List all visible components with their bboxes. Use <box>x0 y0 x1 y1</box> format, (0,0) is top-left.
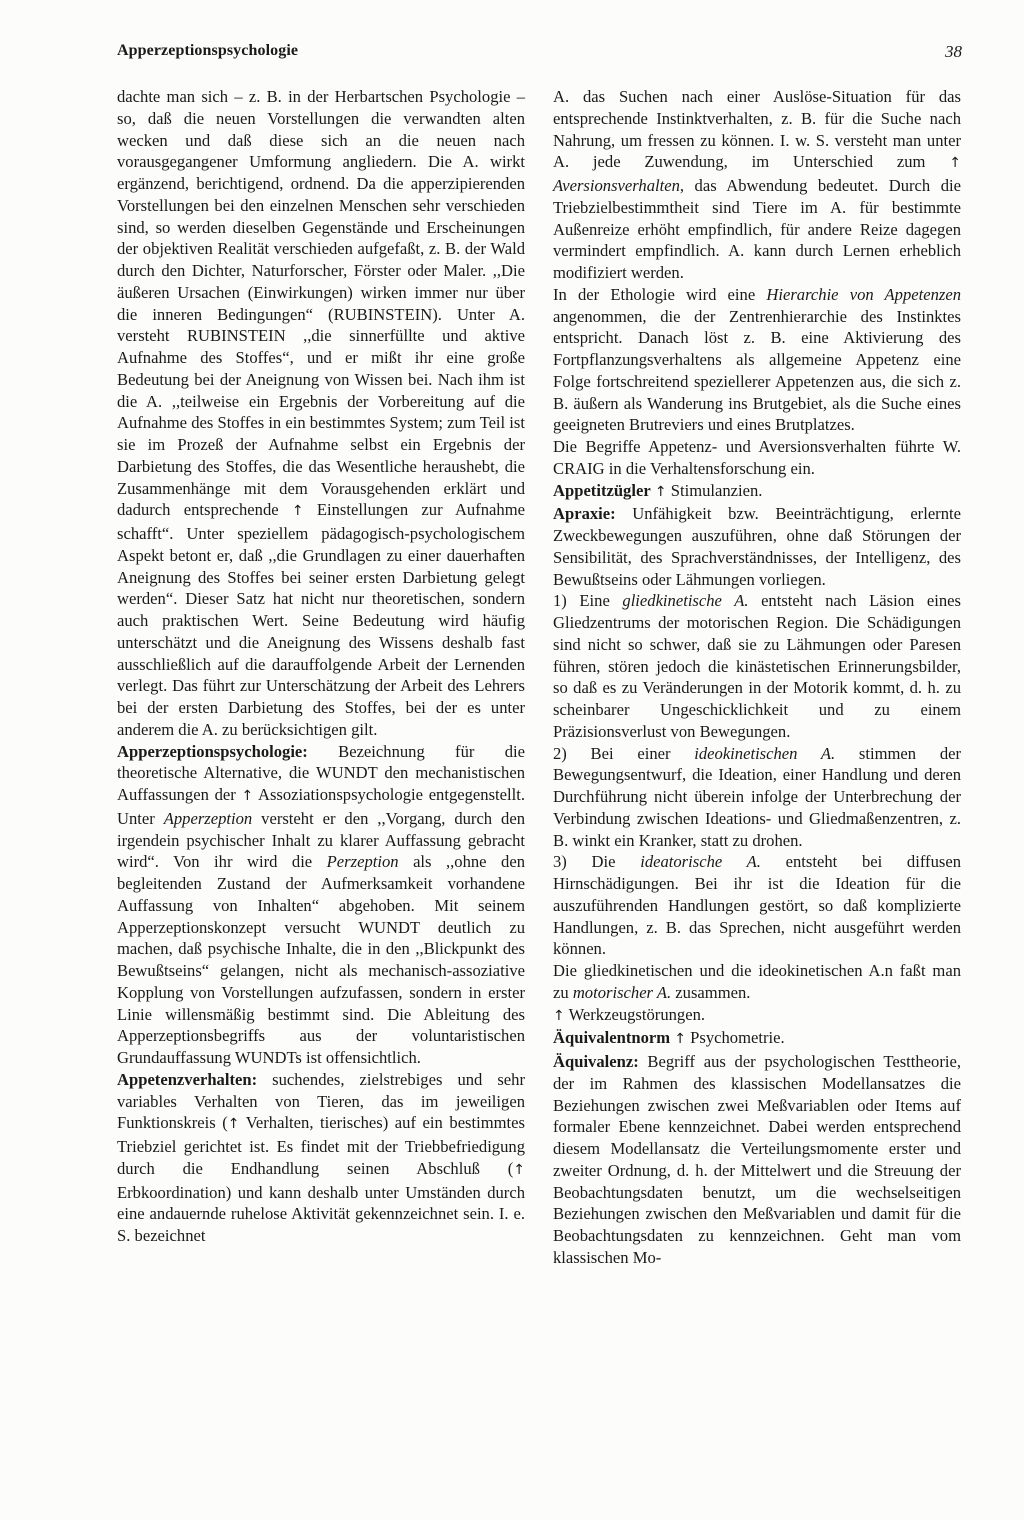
entry-apraxie <box>553 503 961 590</box>
italic-term: Aversionsverhalten <box>553 176 680 195</box>
body-text: Begriff aus der psychologischen Testtheorie, der im Rahmen des klassischen Modellansatzes die Beziehungen zwischen zwei Meßvariablen oder Items auf formaler Ebene kennzeichnet. Dabei werden entsprechend diesem Modellansatz die Verteilungsmomente erster und zweiter Ordnung, d. h. der Mittelwert und die Streuung der Beobachtungsdaten benutzt, um die wechselseitigen Beziehungen zwischen den Meßvariablen und damit für die Beobachtungsdaten zu kennzeichnen. Geht man vom klassischen Mo- <box>553 1052 961 1267</box>
body-text: 2) Bei einer <box>553 743 695 763</box>
italic-term: ideatorische A. <box>640 852 761 872</box>
body-text: Psychometrie. <box>685 1028 785 1048</box>
entry-headword: Apperzeptionspsychologie: <box>117 741 308 761</box>
body-text: Werkzeugstörungen. <box>564 1004 706 1024</box>
entry-headword: Apraxie: <box>553 504 616 524</box>
body-text: dachte man sich – z. B. in der Herbartschen Psychologie – so, daß die neuen Vorstellungen die verwandten alten wecken und daß diese sich an die neuen nach vorausgegangener Umformung angliedern. Die A. wirkt ergänzend, berichtigend, ordnend. Da die apperzipierenden Vorstellungen bei den einzelnen Menschen sehr verschieden sind, so werden dieselben Gegenstände und Erscheinungen der objektiven Realität verschieden aufgefaßt, z. B. der Wald durch den Dichter, Naturforscher, Förster oder Maler. ,,Die äußeren Ursachen (Einwirkungen) wirken immer nur über die inneren Bedingungen“ (RUBINSTEIN). Unter A. versteht RUBINSTEIN ,,die sinnerfüllte und aktive Aufnahme des Stoffes“, und er mißt ihr eine große Bedeutung bei der Aneignung von Wissen bei. Nach ihm ist die A. ,,teilweise ein Ergebnis der Vorbereitung auf die Aufnahme des Stoffes in ein bestimmtes System; zum Teil ist sie im Prozeß der Aufnahme selbst ein Ergebnis der Darbietung des Stoffes, die das Wesentliche heraushebt, die Zusammenhänge mit dem Vorausgehenden erklärt und dadurch entsprechende <box>117 87 525 520</box>
left-column <box>117 86 525 1247</box>
entry-headword: Appetenzverhalten: <box>117 1069 258 1089</box>
entry-paragraph <box>553 436 961 480</box>
cross-reference-arrow-icon: ↑ <box>227 1116 240 1133</box>
body-text: Stimulanzien. <box>666 480 763 500</box>
entry-aequivalentnorm <box>553 1027 961 1051</box>
cross-reference-arrow-icon: ↑ <box>949 155 961 172</box>
body-text: als ,,ohne den begleitenden Zustand der Aufmerksamkeit vorhandene Auffassung von Inhalten“ abgehoben. Mit seinem Apperzeptionskonzept versucht WUNDT deutlich zu machen, daß psychische Inhalte, die in den ,,Blickpunkt des Bewußtseins“ gelangen, nicht als mechanisch-assoziative Kopplung von Vorstellungen aufzufassen, sondern in erster Linie willensmäßig bestimmt sind. Die Ableitung des Apperzeptionsbegriffs aus der voluntaristischen Grundauffassung WUNDTs ist offensichtlich. <box>117 852 526 1067</box>
page-number: 38 <box>945 42 962 61</box>
body-text: , das Abwendung bedeutet. Durch die Triebzielbestimmtheit sind Tiere im A. für bestimmte Außenreize erhöht empfindlich, für andere Reize dagegen vermindert empfindlich. A. kann durch Lernen erheblich modifiziert werden. <box>553 176 961 282</box>
italic-term: ideokinetischen A. <box>694 743 836 763</box>
cross-reference-arrow-icon: ↑ <box>513 1161 525 1178</box>
body-text: suchendes, zielstrebiges und sehr variables Verhalten von Tieren, das im jeweiligen Funktionskreis ( <box>117 1069 525 1133</box>
italic-term: Perzeption <box>326 852 399 872</box>
body-text: angenommen, die der Zentrenhierarchie des Instinktes entspricht. Danach löst z. B. eine Aktivierung des Fortpflanzungsverhaltens als allgemeine Appetenz eine Folge fortschreitend speziellerer Appetenzen aus, die sich z. B. äußern als Wanderung ins Brutgebiet, als die Suche eines geeigneten Brutreviers und eines Brutplatzes. <box>553 306 961 435</box>
cross-reference-arrow-icon: ↑ <box>241 788 254 804</box>
italic-term: gliedkinetische A. <box>622 591 749 611</box>
entry-paragraph <box>117 86 525 741</box>
entry-paragraph <box>553 960 961 1004</box>
page-header <box>117 42 962 68</box>
body-text: Die gliedkinetischen und die ideokinetischen A.n faßt man zu <box>553 961 961 1002</box>
body-text: entsteht nach Läsion eines Gliedzentrums der motorischen Region. Die Schädigungen sind nicht so schwer, daß sie zu Lähmungen oder Paresen führen, stören jedoch die kinästetischen Erinnerungsbilder, so daß es zu Veränderungen in der Motorik kommt, d. h. zu scheinbarer Ungeschicklichkeit und zu einem Präzisionsverlust von Bewegungen. <box>553 591 961 741</box>
cross-reference-arrow-icon: ↑ <box>674 1031 686 1048</box>
entry-paragraph <box>553 590 961 742</box>
entry-paragraph <box>553 86 961 284</box>
body-text: zusammen. <box>671 982 751 1002</box>
right-column <box>553 86 961 1269</box>
entry-paragraph <box>553 743 961 852</box>
body-text: In der Ethologie wird eine <box>553 284 767 304</box>
entry-appetitzuegler <box>553 480 961 504</box>
entry-headword: Äquivalenz: <box>553 1052 639 1071</box>
cross-reference-arrow-icon: ↑ <box>553 1007 565 1024</box>
entry-headword: Appetitzügler <box>553 480 651 500</box>
body-text: Die Begriffe Appetenz- und Aversionsverhalten führte W. CRAIG in die Verhaltensforschung ein. <box>553 437 961 478</box>
body-text: A. das Suchen nach einer Auslöse-Situation für das entsprechende Instinktverhalten, z. B. für die Suche nach Nahrung, um fressen zu können. I. w. S. versteht man unter A. jede Zuwendung, im Unterschied zum <box>553 87 961 172</box>
cross-reference-arrow-icon: ↑ <box>291 503 304 520</box>
entry-paragraph <box>553 851 961 960</box>
italic-term: motorischer A. <box>572 982 672 1002</box>
cross-reference-arrow-icon: ↑ <box>654 483 667 500</box>
body-text: Assoziationspsychologie entgegenstellt. Unter <box>117 785 525 828</box>
body-text: 1) Eine <box>553 591 623 611</box>
entry-appetenzverhalten <box>117 1069 525 1247</box>
body-text: Unfähigkeit bzw. Beeinträchtigung, erlernte Zweckbewegungen auszuführen, ohne daß Störungen der Sensibilität, des Sprachverständnisses, der Intelligenz, des Bewußtseins oder Lähmungen vorliegen. <box>553 504 961 589</box>
body-text: Erbkoordination) und kann deshalb unter Umständen durch eine andauernde ruhelose Aktivität gekennzeichnet sein. I. e. S. bezeichnet <box>117 1182 525 1245</box>
body-text: 3) Die <box>553 852 641 872</box>
body-text: stimmen der Bewegungsentwurf, die Ideation, einer Handlung und deren Durchführung nicht überein infolge der Unterbrechung der Verbindung zwischen Ideations- und Gliedmaßenzentren, z. B. winkt ein Kranker, statt zu drohen. <box>553 743 962 850</box>
entry-paragraph <box>553 284 961 436</box>
body-text: Einstellungen zur Aufnahme schafft“. Unter speziellem pädagogisch-psychologischem Aspekt betont er, daß ,,die Grundlagen zu einer dauerhaften Aneignung des Stoffes bei seiner ersten Darbietung gelegt werden“. Dieser Satz hat nicht nur theoretischen, sondern auch praktischen Wert. Seine Bedeutung wird häufig unterschätzt und die Aneignung des Wissens deshalb fast ausschließlich auf die darauffolgende Arbeit der Lernenden verlegt. Das führt zur Unterschätzung der Arbeit des Lehrers bei der ersten Darbietung des Stoffes, bei der es unter anderem die A. zu berücksichtigen gilt. <box>117 500 525 739</box>
body-text: Verhalten, tierisches) auf ein bestimmtes Triebziel gerichtet ist. Es findet mit der Triebbefriedigung durch die Endhandlung seinen Abschluß ( <box>117 1113 525 1178</box>
entry-apperzeptionspsychologie <box>117 741 525 1069</box>
entry-crossref <box>553 1004 961 1028</box>
italic-term: Apperzeption <box>163 808 253 828</box>
entry-headword: Äquivalentnorm <box>553 1028 671 1048</box>
italic-term: Hierarchie von Appetenzen <box>766 284 962 304</box>
body-text: versteht er den ,,Vorgang, durch den irgendein psychischer Inhalt zu klarer Auffassung gebracht wird“. Von ihr wird die <box>117 808 525 872</box>
body-text: entsteht bei diffusen Hirnschädigungen. Bei ihr ist die Ideation für die auszuführenden Handlungen gestört, so daß komplizierte Handlungen, z. B. das Sprechen, nicht ausgeführt werden können. <box>553 852 961 959</box>
entry-aequivalenz <box>553 1051 961 1269</box>
body-text: Bezeichnung für die theoretische Alternative, die WUNDT den mechanistischen Auffassungen der <box>117 741 525 804</box>
running-head: Apperzeptionspsychologie <box>117 42 299 59</box>
